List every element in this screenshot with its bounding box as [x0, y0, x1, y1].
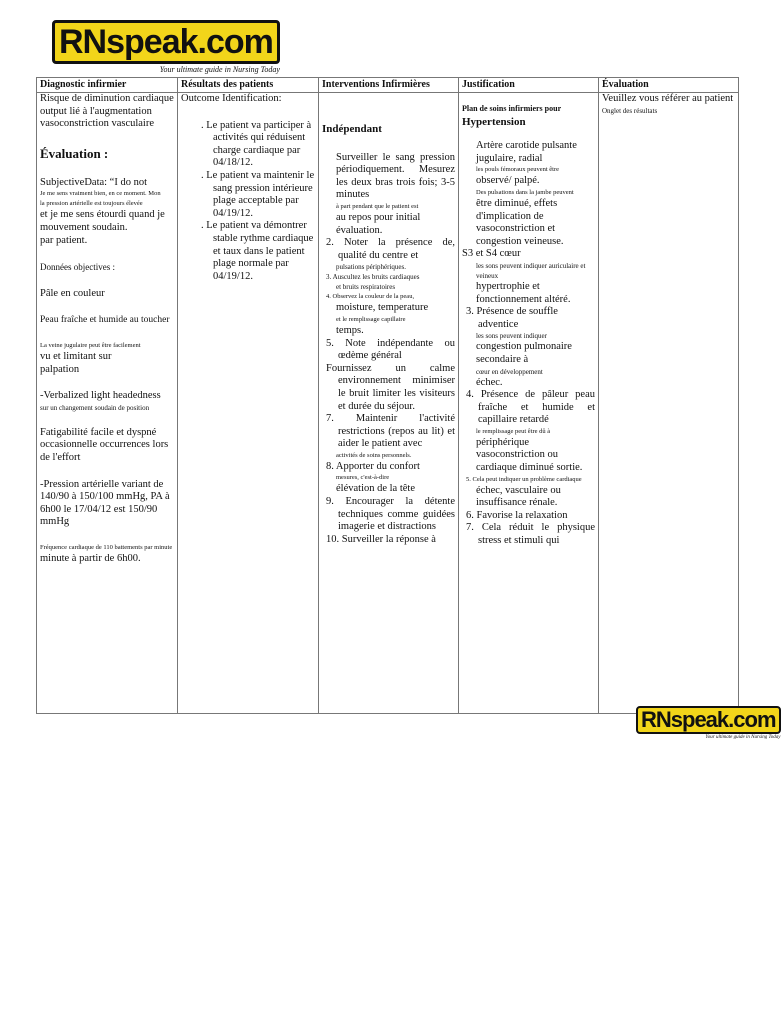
justification-4b: le remplissage peut être dû à — [476, 427, 551, 435]
justification-1b: les pouls fémoraux peuvent être — [476, 166, 560, 174]
intervention-4d: temps. — [336, 324, 364, 336]
subjective-line-e: par patient. — [40, 234, 88, 246]
independent-heading: Indépendant — [322, 123, 382, 135]
intervention-10: 10. Surveiller la réponse à — [326, 533, 436, 545]
vein-line-b: vu et limitant sur — [40, 350, 112, 362]
outcome-title: Outcome Identification: — [181, 93, 282, 104]
intervention-7b: activités de soins personnels. — [336, 451, 412, 459]
justification-cell — [459, 93, 599, 714]
header-diagnosis: Diagnostic infirmier — [37, 78, 178, 93]
justification-1e: être diminué, effets d'implication de vasoconstriction et congestion veineuse. — [476, 197, 564, 247]
pale-text: Pâle en couleur — [40, 287, 105, 299]
intervention-8a: 8. Apporter du confort — [326, 460, 420, 472]
vein-line-a: La veine jugulaire peut être facilement — [40, 341, 141, 349]
logo-tagline: Your ultimate guide in Nursing Today — [159, 65, 280, 74]
intervention-9: 9. Encourager la détente techniques comme guidées imagerie et distractions — [326, 496, 455, 533]
justification-2a: S3 et S4 cœur — [462, 248, 521, 260]
outcomes-cell — [178, 93, 319, 714]
intervention-1b: à part pendant que le patient est — [336, 202, 419, 210]
verbalized-line-a: -Verbalized light headedness — [40, 390, 161, 402]
skin-text: Peau fraîche et humide au toucher — [40, 315, 170, 326]
outcome-1: . Le patient va participer à activités qui réduisent charge cardiaque par 04/18/12. — [201, 119, 312, 169]
rnspeak-logo-bottom — [636, 706, 781, 740]
justification-5b: échec, vasculaire ou insuffisance rénale. — [476, 484, 561, 509]
justification-3b: les sons peuvent indiquer — [476, 332, 547, 341]
subjective-line-a: SubjectiveData: “I do not — [40, 176, 148, 188]
justification-3d: cœur en développement — [476, 367, 543, 376]
intervention-4c: et le remplissage capillaire — [336, 315, 406, 323]
header-interventions: Interventions Infirmières — [319, 78, 459, 93]
plan-title: Plan de soins infirmiers pour — [462, 104, 562, 113]
intervention-1c: au repos pour initial évaluation. — [336, 211, 421, 236]
subjective-line-c: la pression artérielle est toujours élevée — [40, 200, 143, 208]
intervention-3a: 3. Auscultez les bruits cardiaques — [326, 273, 420, 282]
care-plan-table — [36, 77, 739, 714]
justification-1a: Artère carotide pulsante jugulaire, radial — [476, 140, 577, 164]
justification-2b: les sons peuvent indiquer auriculaire et veineux — [476, 261, 586, 280]
evaluation-cell — [599, 93, 739, 714]
fatigue-text: Fatigabilité facile et dyspné occasionnelle occurrences lors de l'effort — [40, 426, 169, 463]
justification-5a: 5. Cela peut indiquer un problème cardiaque — [466, 475, 582, 483]
intervention-3b: et bruits respiratoires — [336, 283, 396, 292]
logo-brand-bottom: RNspeak.com — [636, 706, 781, 734]
justification-3c: congestion pulmonaire secondaire à — [476, 341, 572, 365]
intervention-2a: 2. Noter la présence de, qualité du centre et — [326, 237, 455, 261]
subjective-line-d: et je me sens étourdi quand je mouvement soudain. — [40, 209, 165, 233]
header-outcomes: Résultats des patients — [178, 78, 319, 93]
header-row — [37, 78, 739, 93]
logo-brand: RNspeak.com — [52, 20, 280, 64]
evaluation-line-1: Veuillez vous référer au patient — [602, 93, 734, 104]
outcome-3: . Le patient va démontrer stable rythme cardiaque et taux dans le patient plage normale par 04/19/12. — [201, 220, 314, 282]
objective-heading: Données objectives : — [40, 262, 115, 273]
verbalized-line-b: sur un changement soudain de position — [40, 403, 150, 412]
plan-subtitle: Hypertension — [462, 115, 526, 128]
intervention-7a: 7. Maintenir l'activité restrictions (repos au lit) et aider le patient avec — [326, 413, 455, 450]
justification-3a: 3. Présence de souffle adventice — [466, 306, 558, 330]
intervention-4a: 4. Observez la couleur de la peau, — [326, 293, 415, 301]
interventions-cell — [319, 93, 459, 714]
subjective-line-b: Je me sens vraiment bien, en ce moment. Mon — [40, 190, 161, 198]
header-justification: Justification — [459, 78, 599, 93]
heart-rate-line-b: minute à partir de 6h00. — [40, 552, 141, 564]
justification-6: 6. Favorise la relaxation — [466, 509, 568, 521]
intervention-2b: pulsations périphériques. — [336, 263, 406, 272]
heart-rate-line-a: Fréquence cardiaque de 110 battements par minute — [40, 543, 173, 551]
justification-1c: observé/ palpé. — [476, 175, 540, 187]
diagnosis-text: Risque de diminution cardiaque output lié à l'augmentation vasoconstriction vasculaire — [40, 93, 174, 130]
justification-4c: périphérique vasoconstriction ou cardiaque diminué sortie. — [476, 436, 583, 474]
justification-4a: 4. Présence de pâleur peau fraîche et humide et capillaire retardé — [466, 389, 595, 426]
evaluation-line-2: Onglet des résultats — [602, 106, 658, 115]
justification-3e: échec. — [476, 376, 503, 388]
intervention-6: Fournissez un calme environnement minimiser le bruit limiter les visiteurs et durée du séjour. — [326, 362, 455, 412]
content-row — [37, 93, 739, 714]
logo-tagline-bottom: Your ultimate guide in Nursing Today — [705, 735, 781, 740]
intervention-8c: élévation de la tête — [336, 483, 416, 495]
outcome-2: . Le patient va maintenir le sang pression intérieure plage acceptable par 04/19/12. — [201, 169, 315, 219]
diagnosis-cell — [37, 93, 178, 714]
blood-pressure-text: -Pression artérielle variant de 140/90 à 150/100 mmHg, PA à 6h00 le 17/04/12 est 150/90 mmHg — [40, 478, 170, 528]
intervention-4b: moisture, temperature — [336, 302, 429, 314]
justification-7: 7. Cela réduit le physique stress et stimuli qui — [466, 522, 595, 547]
vein-line-c: palpation — [40, 363, 80, 375]
header-evaluation: Évaluation — [599, 78, 739, 93]
intervention-5: 5. Note indépendante ou œdème général — [326, 337, 455, 362]
justification-2c: hypertrophie et fonctionnement altéré. — [476, 280, 571, 305]
evaluation-heading: Évaluation : — [40, 145, 109, 161]
intervention-1a: Surveiller le sang pression périodiquement. Mesurez les deux bras trois fois; 3-5 minutes — [336, 151, 455, 201]
rnspeak-logo-top — [52, 20, 280, 74]
intervention-8b: mesures, c'est-à-dire — [336, 474, 390, 482]
justification-1d: Des pulsations dans la jambe peuvent — [476, 188, 574, 196]
